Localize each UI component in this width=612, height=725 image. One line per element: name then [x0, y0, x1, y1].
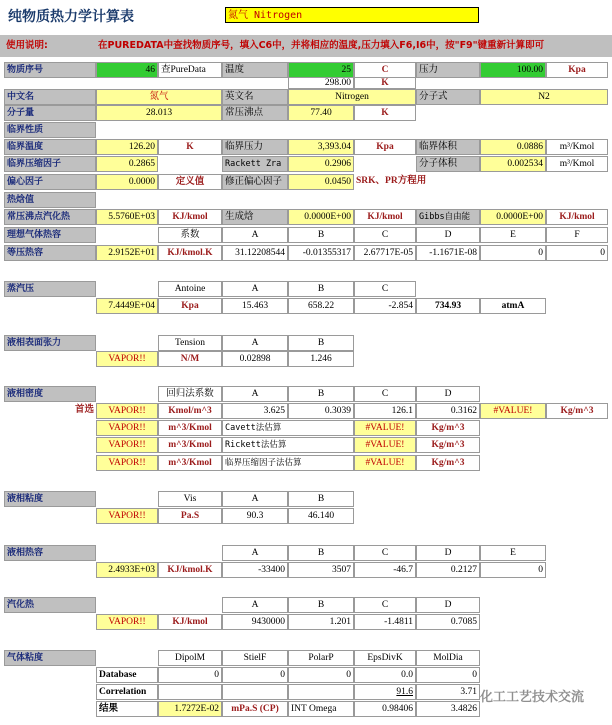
- cp-coef-d: -1.1671E-08: [416, 245, 480, 261]
- gv-database-stielf: 0: [222, 667, 288, 683]
- gv-col-polarp: PolarP: [288, 650, 354, 666]
- rackett-zra-value: 0.2906: [288, 156, 354, 172]
- lv-coef-b: 46.140: [288, 508, 354, 524]
- liquid-viscosity-value: VAPOR!!: [96, 508, 158, 524]
- vh-coef-b: 1.201: [288, 614, 354, 630]
- vapor-pressure-atm-value: 734.93: [416, 298, 480, 314]
- pressure-input[interactable]: 100.00: [480, 62, 546, 78]
- isobaric-heat-capacity-unit: KJ/kmol.K: [158, 245, 222, 261]
- ld-col-a: A: [222, 386, 288, 402]
- label-rackett-zra: Rackett Zra: [222, 156, 288, 172]
- cp-coef-a: 31.12208544: [222, 245, 288, 261]
- formula-value: N2: [480, 89, 608, 105]
- label-temperature: 温度: [222, 62, 288, 78]
- cp-coef-e: 0: [480, 245, 546, 261]
- label-gas-viscosity: 气体粘度: [4, 650, 96, 666]
- vaporization-heat-unit: KJ/kmol: [158, 614, 222, 630]
- ld-row2-method: Cavett法估算: [222, 420, 354, 436]
- ld-row1-mass-value: #VALUE!: [480, 403, 546, 419]
- vh-col-c: C: [354, 597, 416, 613]
- temperature-input[interactable]: 25: [288, 62, 354, 78]
- temperature-unit: C: [354, 62, 416, 78]
- ig-col-f: F: [546, 227, 608, 243]
- st-col-a: A: [222, 335, 288, 351]
- gv-correlation-stielf: [222, 684, 288, 700]
- cp-coef-b: -0.01355317: [288, 245, 354, 261]
- label-acentric-factor: 偏心因子: [4, 174, 96, 190]
- liquid-density-method: 回归法系数: [158, 386, 222, 402]
- label-critical-pressure: 临界压力: [222, 139, 288, 155]
- gas-viscosity-value: 1.7272E-02: [158, 701, 222, 717]
- vaporization-heat-value: VAPOR!!: [96, 614, 158, 630]
- label-vapor-pressure: 蒸汽压: [4, 281, 96, 297]
- label-formation-enthalpy: 生成焓: [222, 209, 288, 225]
- vapor-pressure-atm-unit: atmA: [480, 298, 546, 314]
- ld-row1-value: VAPOR!!: [96, 403, 158, 419]
- lhc-coef-c: -46.7: [354, 562, 416, 578]
- ld-coef-a: 3.625: [222, 403, 288, 419]
- lv-col-b: B: [288, 491, 354, 507]
- ld-row2-mass-unit: Kg/m^3: [416, 420, 480, 436]
- vp-col-b: B: [288, 281, 354, 297]
- preferred-label: 首选: [74, 405, 94, 415]
- eos-note: SRK、PR方程用: [356, 176, 427, 186]
- gv-correlation-label: Correlation: [96, 684, 158, 700]
- vh-col-d: D: [416, 597, 480, 613]
- lhc-col-e: E: [480, 545, 546, 561]
- gibbs-energy-value: 0.0000E+00: [480, 209, 546, 225]
- ld-row3-method: Rickett法估算: [222, 437, 354, 453]
- st-coef-a: 0.02898: [222, 351, 288, 367]
- label-pressure: 压力: [416, 62, 480, 78]
- lhc-coef-e: 0: [480, 562, 546, 578]
- gv-database-dipolm: 0: [158, 667, 222, 683]
- vapor-pressure-method: Antoine: [158, 281, 222, 297]
- ld-col-b: B: [288, 386, 354, 402]
- label-critical-temperature: 临界温度: [4, 139, 96, 155]
- ld-row4-mass-value: #VALUE!: [354, 455, 416, 471]
- gv-database-label: Database: [96, 667, 158, 683]
- gv-correlation-dipolm: [158, 684, 222, 700]
- liquid-heat-capacity-unit: KJ/kmol.K: [158, 562, 222, 578]
- lhc-col-b: B: [288, 545, 354, 561]
- usage-notice: [0, 35, 612, 57]
- label-corrected-acentric-factor: 修正偏心因子: [222, 174, 288, 190]
- vapor-pressure-unit: Kpa: [158, 298, 222, 314]
- critical-volume-unit: m³/Kmol: [546, 139, 608, 155]
- acentric-factor-value: 0.0000: [96, 174, 158, 190]
- surface-tension-method: Tension: [158, 335, 222, 351]
- vh-col-b: B: [288, 597, 354, 613]
- ld-row1-mass-unit: Kg/m^3: [546, 403, 608, 419]
- label-liquid-heat-capacity: 液相热容: [4, 545, 96, 561]
- watermark-logo: [480, 686, 584, 705]
- label-boiling-point: 常压沸点: [222, 105, 288, 121]
- coefficient-label: 系数: [158, 227, 222, 243]
- ld-row1-unit: Kmol/m^3: [158, 403, 222, 419]
- gv-col-epsdivk: EpsDivK: [354, 650, 416, 666]
- gv-database-moldia: 0: [416, 667, 480, 683]
- label-critical-volume: 临界体积: [416, 139, 480, 155]
- vh-col-a: A: [222, 597, 288, 613]
- selected-substance-cell[interactable]: 氮气 Nitrogen: [225, 7, 479, 23]
- cp-coef-c: 2.67717E-05: [354, 245, 416, 261]
- gv-col-dipolm: DipolM: [158, 650, 222, 666]
- ig-col-a: A: [222, 227, 288, 243]
- liquid-heat-capacity-value: 2.4933E+03: [96, 562, 158, 578]
- isobaric-heat-capacity-value: 2.9152E+01: [96, 245, 158, 261]
- header-critical-properties: 临界性质: [4, 122, 96, 138]
- ld-coef-d: 0.3162: [416, 403, 480, 419]
- vaporization-heat-bp-unit: KJ/kmol: [158, 209, 222, 225]
- gibbs-energy-unit: KJ/kmol: [546, 209, 608, 225]
- gv-result-extra: 3.4826: [416, 701, 480, 717]
- lhc-col-a: A: [222, 545, 288, 561]
- ig-col-d: D: [416, 227, 480, 243]
- vh-coef-d: 0.7085: [416, 614, 480, 630]
- int-omega-value: 0.98406: [354, 701, 416, 717]
- substance-id-input[interactable]: 46: [96, 62, 158, 78]
- english-name-value: Nitrogen: [288, 89, 416, 105]
- temperature-kelvin: 298.00: [288, 78, 354, 89]
- molecular-weight-value: 28.013: [96, 105, 222, 121]
- vp-col-a: A: [222, 281, 288, 297]
- label-critical-compressibility: 临界压缩因子: [4, 156, 96, 172]
- lv-col-a: A: [222, 491, 288, 507]
- ld-row4-method: 临界压缩因子法估算: [222, 455, 354, 471]
- label-liquid-viscosity: 液相粘度: [4, 491, 96, 507]
- ld-col-c: C: [354, 386, 416, 402]
- lhc-coef-a: -33400: [222, 562, 288, 578]
- temperature-kelvin-unit: K: [354, 78, 416, 89]
- vp-coef-c: -2.854: [354, 298, 416, 314]
- ld-row2-unit: m^3/Kmol: [158, 420, 222, 436]
- label-substance-id: 物质序号: [4, 62, 96, 78]
- cp-coef-f: 0: [546, 245, 608, 261]
- label-english-name: 英文名: [222, 89, 288, 105]
- vp-coef-b: 658.22: [288, 298, 354, 314]
- boiling-point-unit: K: [354, 105, 416, 121]
- int-omega-label: INT Omega: [288, 701, 354, 717]
- vp-coef-a: 15.463: [222, 298, 288, 314]
- label-isobaric-heat-capacity: 等压热容: [4, 245, 96, 261]
- surface-tension-unit: N/M: [158, 351, 222, 367]
- lv-coef-a: 90.3: [222, 508, 288, 524]
- ld-row3-mass-value: #VALUE!: [354, 437, 416, 453]
- vapor-pressure-value: 7.4449E+04: [96, 298, 158, 314]
- vh-coef-c: -1.4811: [354, 614, 416, 630]
- vaporization-heat-bp-value: 5.5760E+03: [96, 209, 158, 225]
- gv-database-epsdivk: 0.0: [354, 667, 416, 683]
- liquid-viscosity-method: Vis: [158, 491, 222, 507]
- ig-col-e: E: [480, 227, 546, 243]
- critical-temperature-unit: K: [158, 139, 222, 155]
- gv-correlation-moldia: 3.71: [416, 684, 480, 700]
- formation-enthalpy-value: 0.0000E+00: [288, 209, 354, 225]
- ld-row3-unit: m^3/Kmol: [158, 437, 222, 453]
- ld-row2-value: VAPOR!!: [96, 420, 158, 436]
- gv-database-polarp: 0: [288, 667, 354, 683]
- ig-col-c: C: [354, 227, 416, 243]
- lookup-puredata: 查PureData: [158, 62, 222, 78]
- lhc-col-d: D: [416, 545, 480, 561]
- pressure-unit: Kpa: [546, 62, 608, 78]
- st-col-b: B: [288, 335, 354, 351]
- label-gibbs-energy: Gibbs自由能: [416, 209, 480, 225]
- label-molecular-weight: 分子量: [4, 105, 96, 121]
- gv-result-label: 结果: [96, 701, 158, 717]
- ld-coef-b: 0.3039: [288, 403, 354, 419]
- lhc-coef-b: 3507: [288, 562, 354, 578]
- corrected-acentric-factor-value: 0.0450: [288, 174, 354, 190]
- gv-correlation-polarp: [288, 684, 354, 700]
- ig-col-b: B: [288, 227, 354, 243]
- critical-compressibility-value: 0.2865: [96, 156, 158, 172]
- gas-viscosity-unit: mPa.S (CP): [222, 701, 288, 717]
- header-enthalpy: 热焓值: [4, 192, 96, 208]
- watermark-text: 化工工艺技术交流: [480, 690, 585, 705]
- critical-temperature-value: 126.20: [96, 139, 158, 155]
- ld-col-d: D: [416, 386, 480, 402]
- vp-col-c: C: [354, 281, 416, 297]
- ld-row3-mass-unit: Kg/m^3: [416, 437, 480, 453]
- label-molecular-volume: 分子体积: [416, 156, 480, 172]
- liquid-viscosity-unit: Pa.S: [158, 508, 222, 524]
- label-ideal-gas-heat-capacity: 理想气体热容: [4, 227, 96, 243]
- ld-coef-c: 126.1: [354, 403, 416, 419]
- st-coef-b: 1.246: [288, 351, 354, 367]
- chinese-name-value: 氮气: [96, 89, 222, 105]
- label-vaporization-heat: 汽化热: [4, 597, 96, 613]
- vh-coef-a: 9430000: [222, 614, 288, 630]
- lhc-col-c: C: [354, 545, 416, 561]
- gv-col-moldia: MolDia: [416, 650, 480, 666]
- formation-enthalpy-unit: KJ/kmol: [354, 209, 416, 225]
- ld-row3-value: VAPOR!!: [96, 437, 158, 453]
- ld-row4-value: VAPOR!!: [96, 455, 158, 471]
- critical-pressure-unit: Kpa: [354, 139, 416, 155]
- label-formula: 分子式: [416, 89, 480, 105]
- usage-notice-text: 在PUREDATA中查找物质序号，填入C6中，并将相应的温度,压力填入F6,I6中，按"F9"键重新计算即可: [98, 40, 545, 51]
- critical-volume-value: 0.0886: [480, 139, 546, 155]
- ld-row4-mass-unit: Kg/m^3: [416, 455, 480, 471]
- critical-pressure-value: 3,393.04: [288, 139, 354, 155]
- lhc-coef-d: 0.2127: [416, 562, 480, 578]
- boiling-point-value: 77.40: [288, 105, 354, 121]
- label-chinese-name: 中文名: [4, 89, 96, 105]
- label-surface-tension: 液相表面张力: [4, 335, 96, 351]
- sheet-title: 纯物质热力学计算表: [8, 9, 134, 25]
- label-vaporization-heat-bp: 常压沸点汽化热: [4, 209, 96, 225]
- ld-row4-unit: m^3/Kmol: [158, 455, 222, 471]
- gv-correlation-epsdivk: 91.6: [354, 684, 416, 700]
- ld-row2-mass-value: #VALUE!: [354, 420, 416, 436]
- molecular-volume-unit: m³/Kmol: [546, 156, 608, 172]
- label-liquid-density: 液相密度: [4, 386, 96, 402]
- acentric-factor-note: 定义值: [158, 174, 222, 190]
- gv-col-stielf: StielF: [222, 650, 288, 666]
- surface-tension-value: VAPOR!!: [96, 351, 158, 367]
- molecular-volume-value: 0.002534: [480, 156, 546, 172]
- usage-notice-label: 使用说明:: [6, 40, 48, 51]
